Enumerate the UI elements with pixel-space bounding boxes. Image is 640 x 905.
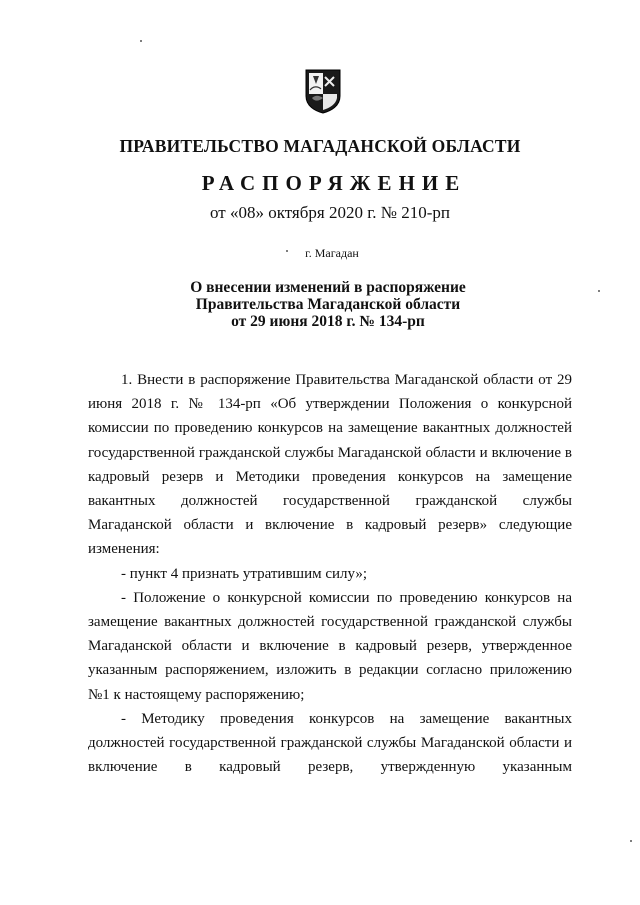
government-title: ПРАВИТЕЛЬСТВО МАГАДАНСКОЙ ОБЛАСТИ [119, 136, 521, 156]
document-date-number: от «08» октября 2020 г. № 210-рп [209, 203, 451, 222]
scan-speck [286, 250, 288, 252]
scan-speck [140, 40, 142, 42]
scan-speck [598, 290, 600, 292]
document-type: РАСПОРЯЖЕНИЕ [201, 171, 467, 195]
city: г. Магадан [305, 246, 359, 260]
coat-of-arms-icon [303, 68, 343, 114]
scan-speck [630, 840, 632, 842]
body-paragraph: - пункт 4 признать утратившим силу»; [121, 565, 368, 582]
body-paragraph: - Методику проведения конкурсов на замещение вакантных должностей государственной гражданской службы Магаданской области и включение в кадровый резерв, утвержденную указанным [88, 710, 572, 776]
body-paragraph: - Положение о конкурсной комиссии по проведению конкурсов на замещение вакантных должностей государственной гражданской службы Магаданской области и включение в кадровый резерв, утвержденное указанным распоряжением, изложить в редакции согласно приложению №1 к настоящему распоряжению; [88, 589, 572, 703]
document-subject [0, 279, 640, 330]
document-body [88, 368, 572, 779]
subject-line: Правительства Магаданской области [195, 296, 461, 313]
body-paragraph: 1. Внести в распоряжение Правительства Магаданской области от 29 июня 2018 г. № 134-рп «Об утверждении Положения о конкурсной комиссии по проведению конкурсов на замещение вакантных должностей государственной гражданской службы Магаданской области и включение в кадровый резерв и Методики проведения конкурсов на замещение вакантных должностей государственной гражданской службы Магаданской области и включение в кадровый резерв» следующие изменения: [88, 372, 572, 558]
subject-line: О внесении изменений в распоряжение [190, 279, 466, 296]
subject-line: от 29 июня 2018 г. № 134-рп [231, 313, 425, 330]
